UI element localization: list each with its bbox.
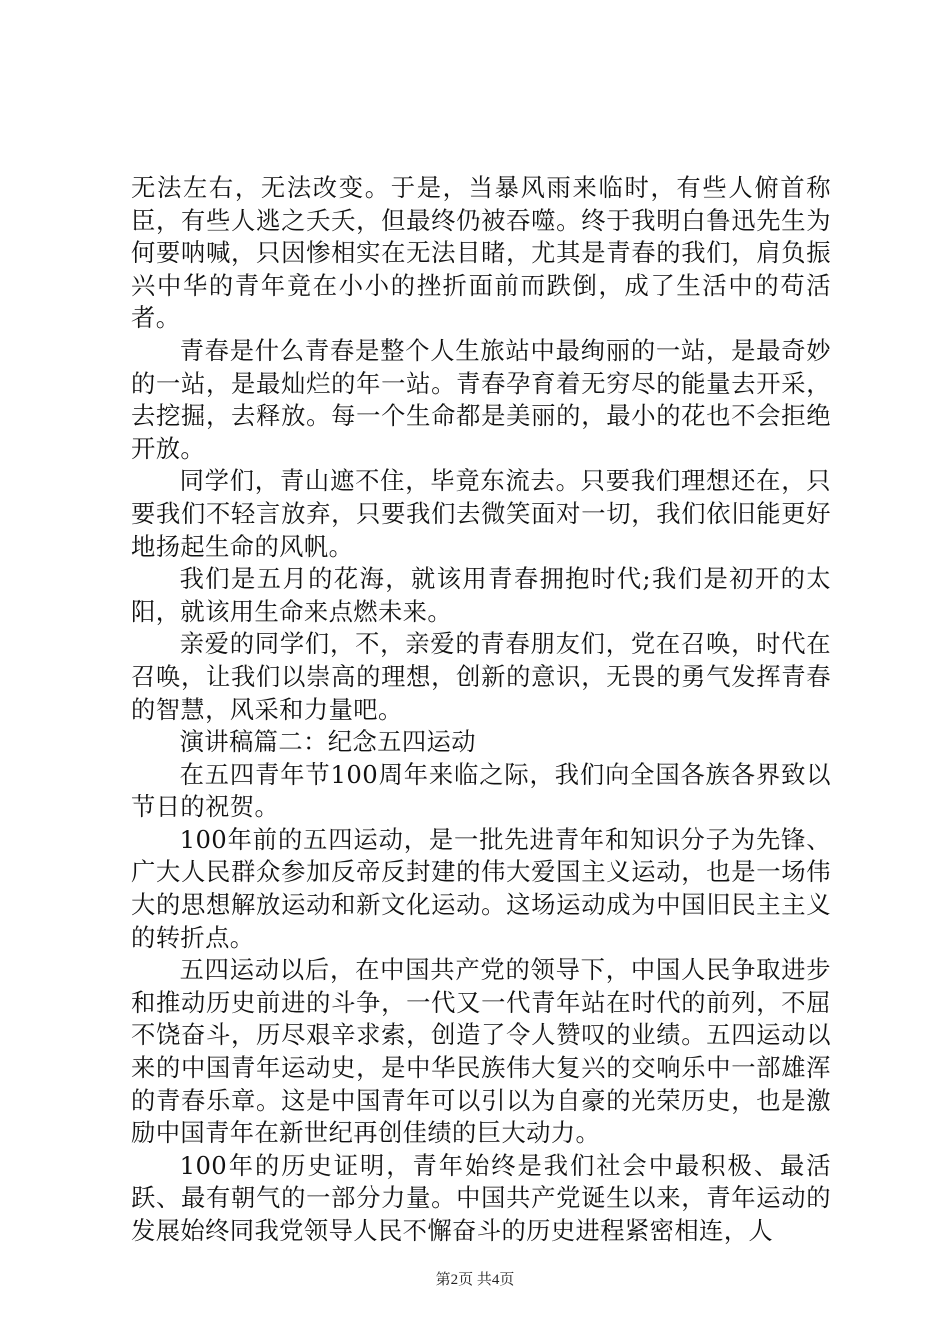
paragraph: 在五四青年节100周年来临之际，我们向全国各族各界致以节日的祝贺。 [131,759,831,822]
paragraph: 100年的历史证明，青年始终是我们社会中最积极、最活跃、最有朝气的一部分力量。中国共产党诞生以来，青年运动的发展始终同我党领导人民不懈奋斗的历史进程紧密相连，人 [131,1150,831,1245]
paragraph: 五四运动以后，在中国共产党的领导下，中国人民争取进步和推动历史前进的斗争，一代又一代青年站在时代的前列，不屈不饶奋斗，历尽艰辛求索，创造了令人赞叹的业绩。五四运动以来的中国青年运动史，是中华民族伟大复兴的交响乐中一部雄浑的青春乐章。这是中国青年可以引以为自豪的光荣历史，也是激励中国青年在新世纪再创佳绩的巨大动力。 [131,955,831,1148]
page-footer: 第2页 共4页 [435,1272,515,1288]
section-heading: 演讲稿篇二：纪念五四运动 [179,727,476,757]
paragraph: 亲爱的同学们，不，亲爱的青春朋友们，党在召唤，时代在召唤，让我们以崇高的理想，创新的意识，无畏的勇气发挥青春的智慧，风采和力量吧。 [131,629,831,724]
document-body [131,172,831,1248]
paragraph: 同学们，青山遮不住，毕竟东流去。只要我们理想还在，只要我们不轻言放弃，只要我们去微笑面对一切，我们依旧能更好地扬起生命的风帆。 [131,466,831,561]
paragraph: 青春是什么青春是整个人生旅站中最绚丽的一站，是最奇妙的一站，是最灿烂的年一站。青春孕育着无穷尽的能量去开采，去挖掘，去释放。每一个生命都是美丽的，最小的花也不会拒绝开放。 [131,335,831,463]
paragraph-continuation: 无法左右，无法改变。于是，当暴风雨来临时，有些人俯首称臣，有些人逃之夭夭，但最终仍被吞噬。终于我明白鲁迅先生为何要呐喊，只因惨相实在无法目睹，尤其是青春的我们，肩负振兴中华的青年竟在小小的挫折面前而跌倒，成了生活中的苟活者。 [131,173,831,333]
paragraph: 100年前的五四运动，是一批先进青年和知识分子为先锋、广大人民群众参加反帝反封建的伟大爱国主义运动，也是一场伟大的思想解放运动和新文化运动。这场运动成为中国旧民主主义的转折点。 [131,824,831,952]
paragraph: 我们是五月的花海，就该用青春拥抱时代;我们是初开的太阳，就该用生命来点燃未来。 [131,564,831,626]
